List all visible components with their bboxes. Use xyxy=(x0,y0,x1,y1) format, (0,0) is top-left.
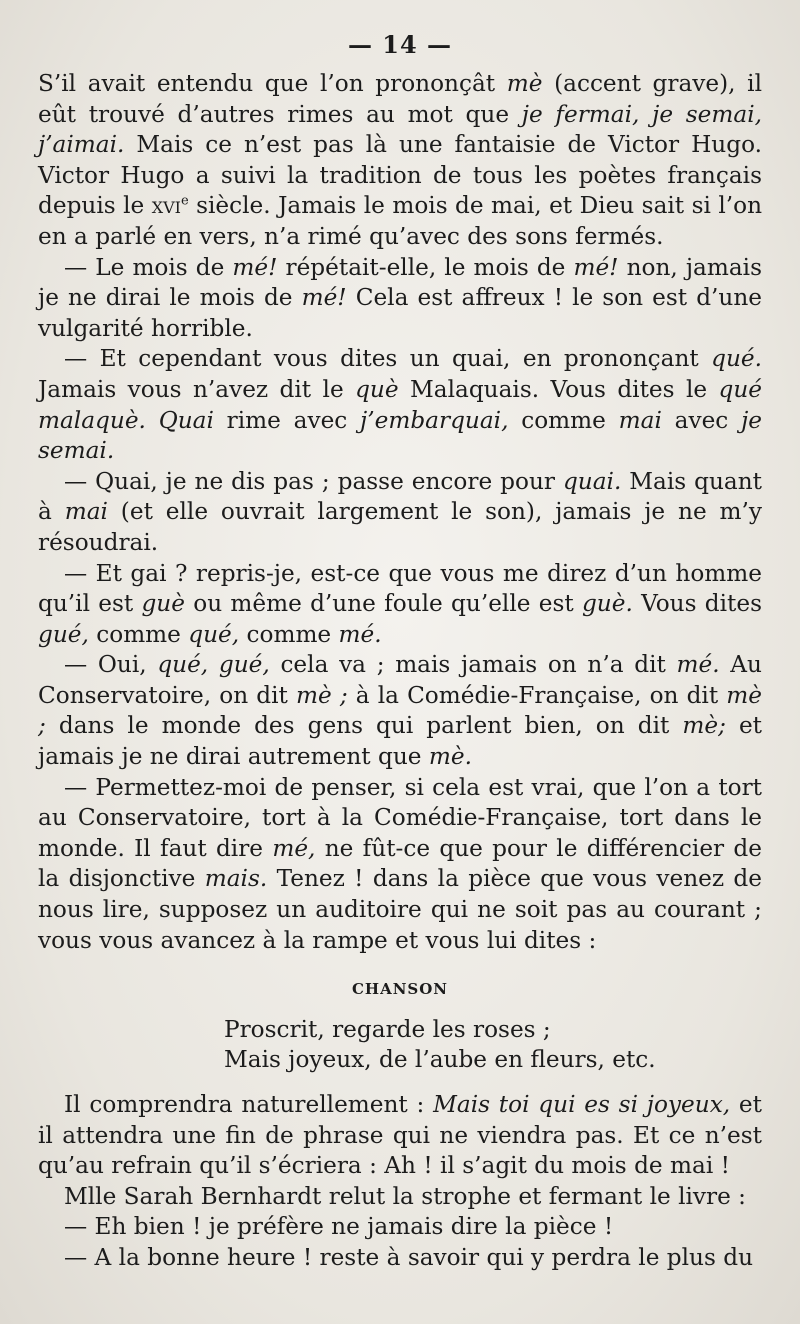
paragraph-6 xyxy=(38,650,762,772)
song-title: CHANSON xyxy=(351,980,449,999)
italic-run: mè xyxy=(506,70,543,97)
text-run: Tenez ! dans la pièce que vous venez de nous lire, supposez un auditoire qui ne soit pas au courant ; vous vous avancez à la rampe et vous lui dites : xyxy=(38,865,762,954)
text-run: non, jamais je ne dirai le mois de xyxy=(38,253,762,312)
text-run: Vous dites xyxy=(632,590,762,618)
text-run: S’il avait entendu que l’on prononçât xyxy=(38,70,507,97)
verse-line-1: Proscrit, regarde les roses ; xyxy=(224,1015,551,1043)
paragraph-11: — A la bonne heure ! reste à savoir qui y perdra le plus du xyxy=(64,1243,754,1271)
italic-run: mai xyxy=(618,406,662,434)
text-run: (accent grave), il eût trouvé d’autres rimes au mot que xyxy=(38,70,762,128)
italic-run: qué. xyxy=(711,345,762,373)
text-run: Malaquais. Vous dites le xyxy=(398,375,719,403)
italic-run: Quai xyxy=(158,406,214,434)
text-run: ne fût-ce que pour le différencier de la disjonctive xyxy=(38,834,762,893)
italic-run: mè ; xyxy=(38,681,762,740)
text-run: Mais ce n’est pas là une fantaisie de Victor Hugo. Victor Hugo a suivi la tradition de tous les poètes français depuis le xyxy=(38,131,762,220)
italic-run: guè. xyxy=(581,590,633,618)
text-run: Jamais vous n’avez dit le xyxy=(38,375,356,403)
text-run: Cela est affreux ! le son est d’une vulgarité horrible. xyxy=(38,284,763,342)
text-run: et il attendra une fin de phrase qui ne viendra pas. Et ce n’est qu’au refrain qu’il s’écriera : Ah ! il s’agit du mois de mai ! xyxy=(38,1091,762,1180)
text-run: — Quai, je ne dis pas ; passe encore pour xyxy=(64,467,563,495)
italic-run: j’embarquai, xyxy=(360,406,509,434)
italic-run: mé! xyxy=(232,253,278,281)
italic-run: guè xyxy=(141,590,185,618)
text-run xyxy=(146,407,159,434)
song-verse xyxy=(224,1015,762,1076)
italic-run: qué, xyxy=(188,620,240,648)
italic-run: què xyxy=(355,375,399,403)
century-numeral: xvi xyxy=(151,192,181,220)
italic-run: mé! xyxy=(573,253,619,281)
italic-run: mè; xyxy=(682,712,726,740)
italic-run: mais. xyxy=(204,865,268,893)
italic-run: mé, xyxy=(272,834,316,862)
paragraph-3 xyxy=(38,344,762,466)
italic-run: mé! xyxy=(301,284,347,312)
italic-run: je semai. xyxy=(38,406,762,465)
italic-run: qué, gué, xyxy=(157,651,270,679)
italic-run: Mais toi qui es si joyeux, xyxy=(433,1091,731,1118)
text-run: cela va ; mais jamais on n’a dit xyxy=(269,651,677,679)
paragraph-7 xyxy=(38,773,762,957)
text-run: — Et cependant vous dites un quai, en prononçant xyxy=(64,345,712,373)
text-run: — Permettez-moi de penser, si cela est vrai, que l’on a tort au Conservatoire, tort à la Comédie-Française, tort dans le monde. Il faut dire xyxy=(38,773,762,862)
text-run: — Le mois de xyxy=(64,253,233,281)
text-run: — Et gai ? repris-je, est-ce que vous me direz d’un homme qu’il est xyxy=(38,559,762,618)
italic-run: mé. xyxy=(338,620,382,648)
superscript: e xyxy=(180,193,189,209)
italic-run: quai. xyxy=(562,467,622,495)
paragraph-4 xyxy=(38,467,762,559)
paragraph-5 xyxy=(38,559,762,651)
italic-run: mè ; xyxy=(295,681,348,709)
text-run: — Oui, xyxy=(64,651,158,679)
paragraph-1 xyxy=(38,69,762,253)
text-run: comme xyxy=(88,620,189,648)
paragraph-10: — Eh bien ! je préfère ne jamais dire la pièce ! xyxy=(64,1213,614,1241)
paragraph-2 xyxy=(38,253,762,345)
paragraph-9: Mlle Sarah Bernhardt relut la strophe et fermant le livre : xyxy=(64,1182,746,1210)
text-run: (et elle ouvrait largement le son), jamais je ne m’y résoudrai. xyxy=(38,498,762,556)
text-run: et jamais je ne dirai autrement que xyxy=(38,712,762,771)
body-text xyxy=(38,69,762,1274)
italic-run: qué malaquè. xyxy=(38,375,762,434)
text-run: Mais quant à xyxy=(38,467,762,526)
text-run: rime avec xyxy=(213,406,361,434)
text-run: répétait-elle, le mois de xyxy=(277,253,574,281)
text-run: à la Comédie-Française, on dit xyxy=(347,681,727,709)
italic-run: mé. xyxy=(676,651,720,679)
italic-run: mai xyxy=(64,498,108,526)
text-run: ou même d’une foule qu’elle est xyxy=(184,590,582,618)
text-run: comme xyxy=(508,406,619,434)
text-run: Il comprendra naturellement : xyxy=(64,1091,434,1118)
paragraph-8 xyxy=(38,1090,762,1182)
verse-line-2: Mais joyeux, de l’aube en fleurs, etc. xyxy=(224,1046,656,1074)
italic-run: mè. xyxy=(428,743,472,771)
text-run: Au Conservatoire, on dit xyxy=(38,651,762,709)
italic-run: gué, xyxy=(38,620,89,648)
page-number: — 14 — xyxy=(347,30,453,59)
text-run: comme xyxy=(239,620,339,648)
text-run: dans le monde des gens qui parlent bien, on dit xyxy=(45,712,683,740)
text-run: avec xyxy=(661,406,742,434)
text-run: siècle. Jamais le mois de mai, et Dieu sait si l’on en a parlé en vers, n’a rimé qu’avec des sons fermés. xyxy=(38,192,763,250)
italic-run: je fermai, je semai, j’aimai. xyxy=(38,100,762,159)
